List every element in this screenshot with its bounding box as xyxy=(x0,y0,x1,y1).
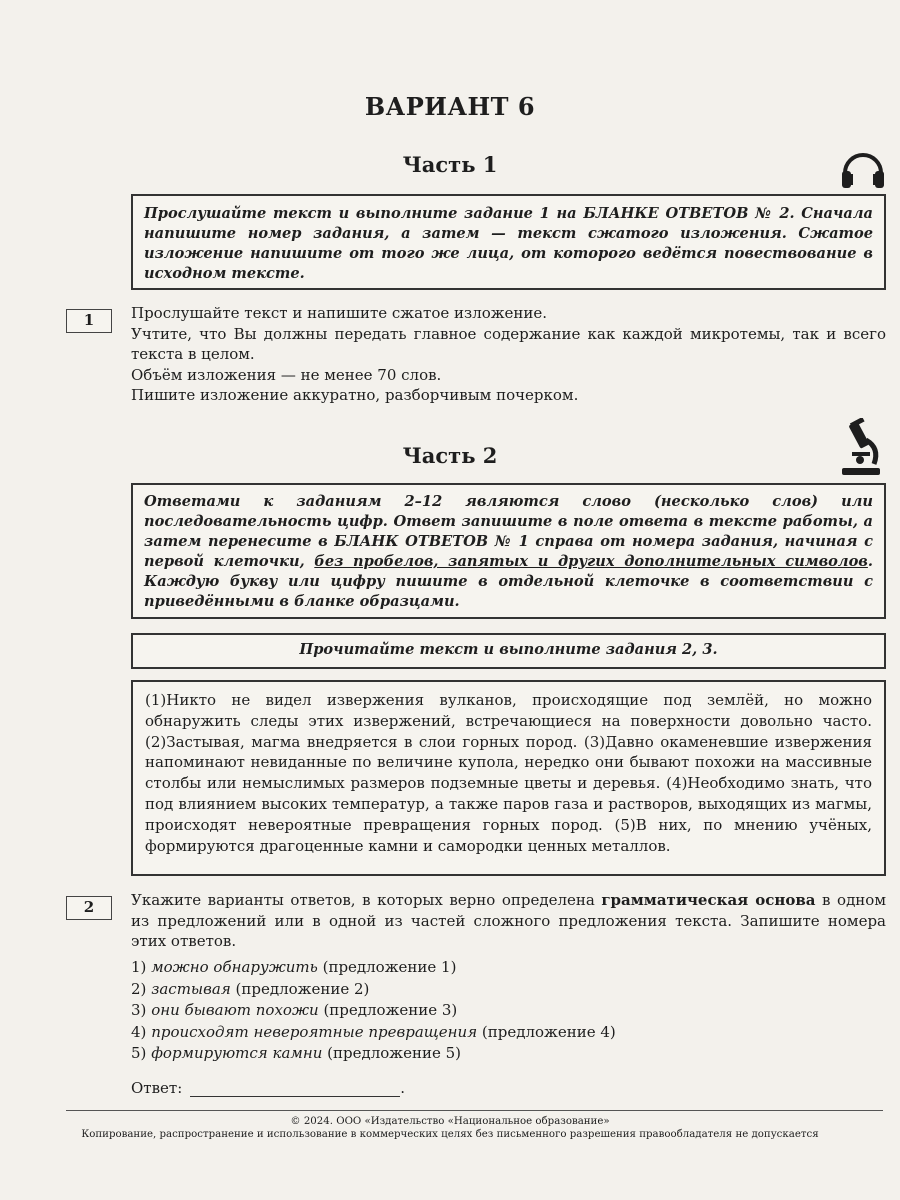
option-item xyxy=(131,1022,731,1044)
option-ref: (предложение 1) xyxy=(322,958,457,976)
option-phrase: формируются камни xyxy=(151,1044,323,1062)
part1-instruction: Прослушайте текст и выполните задание 1 на БЛАНКЕ ОТВЕТОВ № 2. Сначала напишите номер задания, а затем — текст сжатого изложения. Сжатое изложение напишите от того же лица, от которого ведётся повествование в исходном тексте. xyxy=(144,205,873,282)
task1-line: Объём изложения — не менее 70 слов. xyxy=(131,365,442,384)
option-ref: (предложение 5) xyxy=(327,1044,461,1062)
answer-field[interactable] xyxy=(190,1080,400,1097)
task2-options xyxy=(131,957,731,1065)
part1-title: Часть 1 xyxy=(402,152,498,177)
option-item xyxy=(131,957,731,979)
part1-instruction-box xyxy=(131,194,886,290)
part2-instruction-underlined: без пробелов, запятых и других дополнительных символов xyxy=(314,553,868,570)
answer-label: Ответ: xyxy=(131,1079,183,1097)
answer-end: . xyxy=(400,1079,406,1097)
option-phrase: можно обнаружить xyxy=(151,958,318,976)
option-phrase: происходят невероятные превращения xyxy=(151,1022,478,1041)
option-number: 4) xyxy=(131,1022,147,1041)
task2-question-bold: грамматическая основа xyxy=(601,891,816,909)
headphones-icon xyxy=(838,143,888,193)
option-ref: (предложение 3) xyxy=(323,1001,458,1019)
task1-body xyxy=(131,303,886,406)
footer-copyright: © 2024. ООО «Издательство «Национальное образование» xyxy=(290,1116,610,1127)
option-phrase: они бывают похожи xyxy=(151,1001,319,1019)
task2-question-text-end: в одном из предложений или в одной из частей сложного предложения текста. Запишите номера этих ответов. xyxy=(131,891,886,951)
task1-line: Пишите изложение аккуратно, разборчивым почерком. xyxy=(131,386,579,405)
answer-row xyxy=(131,1079,405,1097)
task1-line: Прослушайте текст и напишите сжатое изложение. xyxy=(131,304,548,322)
task1-number: 1 xyxy=(66,309,112,333)
option-number: 1) xyxy=(131,958,147,976)
variant-title: ВАРИАНТ 6 xyxy=(364,92,536,121)
footer-divider xyxy=(66,1110,883,1111)
footer-notice: Копирование, распространение и использование в коммерческих целях без письменного разрешения правообладателя не допускается xyxy=(81,1129,819,1140)
part2-instruction: Ответами к заданиям 2–12 являются слово (несколько слов) или последовательность цифр. Ответ запишите в поле ответа в тексте работы, а затем перенесите в БЛАНК ОТВЕТОВ № 1 справа от номера задания, начиная с первой клеточки, xyxy=(144,493,873,570)
part2-instruction-box xyxy=(131,483,886,619)
task2-number: 2 xyxy=(66,896,112,920)
option-phrase: застывая xyxy=(151,979,231,998)
option-ref: (предложение 4) xyxy=(481,1022,616,1041)
read-prompt: Прочитайте текст и выполните задания 2, 3. xyxy=(299,641,718,658)
option-item xyxy=(131,1043,731,1065)
part2-title: Часть 2 xyxy=(402,443,498,468)
option-number: 5) xyxy=(131,1044,147,1062)
task2-question-text: Укажите варианты ответов, в которых верно определена xyxy=(131,891,602,909)
option-item xyxy=(131,1000,731,1022)
reading-text: (1)Никто не видел извержения вулканов, происходящие под землёй, но можно обнаружить следы этих извержений, встречающиеся на поверхности довольно часто. (2)Застывая, магма внедряется в слои горных пород. (3)Давно окаменевшие извержения напоминают невиданные по величине купола, нередко они бывают похожи на массивные столбы или немыслимых размеров подземные цветы и деревья. (4)Необходимо знать, что под влиянием высоких температур, а также паров газа и растворов, выходящих из магмы, происходят невероятные превращения горных пород. (5)В них, по мнению учёных, формируются драгоценные камни и самородки ценных металлов. xyxy=(145,691,872,855)
microscope-icon xyxy=(836,418,886,478)
task2-question xyxy=(131,890,886,952)
option-number: 2) xyxy=(131,979,147,998)
option-ref: (предложение 2) xyxy=(235,979,370,998)
part2-instruction-end: . Каждую букву или цифру пишите в отдельной клеточке в соответствии с приведёнными в бланке образцами. xyxy=(144,553,873,610)
option-item xyxy=(131,979,731,1001)
option-number: 3) xyxy=(131,1001,147,1019)
reading-text-box xyxy=(131,680,886,876)
task1-line: Учтите, что Вы должны передать главное содержание как каждой микротемы, так и всего текста в целом. xyxy=(131,324,886,364)
read-prompt-box xyxy=(131,633,886,669)
